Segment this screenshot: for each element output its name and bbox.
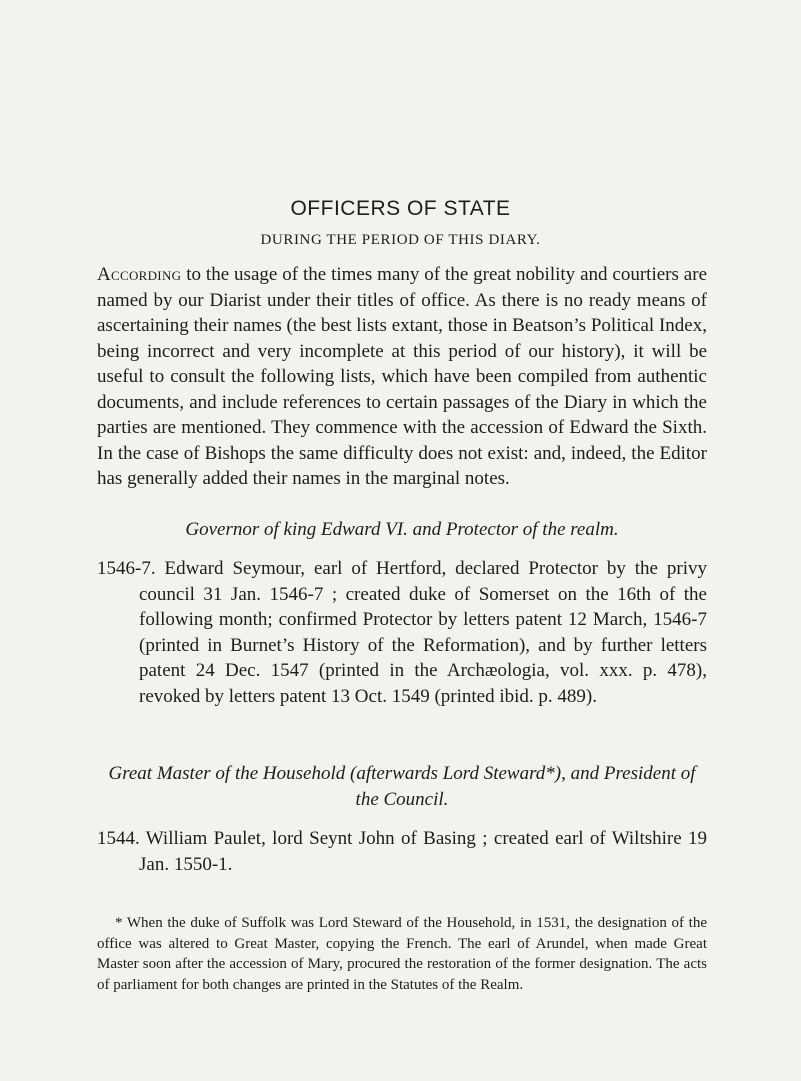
- intro-paragraph: [97, 262, 707, 492]
- entry-protector: 1546-7. Edward Seymour, earl of Hertford, declared Protector by the privy council 31 Jan. 1546-7 ; created duke of Somerset on the 16th of the following month; confirmed Protector by letters patent 12 March, 1546-7 (printed in Burnet’s History of the Reformation), and by further letters patent 24 Dec. 1547 (printed in the Archæologia, vol. xxx. p. 478), revoked by letters patent 13 Oct. 1549 (printed ibid. p. 489).: [97, 558, 707, 707]
- section-heading-great-master: Great Master of the Household (afterwards Lord Steward*), and President of the Council.: [108, 763, 696, 810]
- section-heading-protector: Governor of king Edward VI. and Protector of the realm.: [185, 519, 619, 540]
- footnote: * When the duke of Suffolk was Lord Steward of the Household, in 1531, the designation of the office was altered to Great Master, copying the French. The earl of Arundel, when made Great Master soon after the accession of Mary, procured the restoration of the former designation. The acts of parliament for both changes are printed in the Statutes of the Realm.: [97, 915, 707, 993]
- page-subtitle: DURING THE PERIOD OF THIS DIARY.: [260, 232, 541, 248]
- page-title: OFFICERS OF STATE: [290, 197, 511, 220]
- entry-great-master: 1544. William Paulet, lord Seynt John of Basing ; created earl of Wiltshire 19 Jan. 1550-1.: [97, 828, 707, 875]
- intro-lead-word: According: [97, 264, 182, 285]
- intro-text: to the usage of the times many of the great nobility and courtiers are named by our Diarist under their titles of office. As there is no ready means of ascertaining their names (the best lists extant, those in Beatson’s Political Index, being incorrect and very incomplete at this period of our history), it will be useful to consult the following lists, which have been compiled from authentic documents, and include references to certain passages of the Diary in which the parties are mentioned. They commence with the accession of Edward the Sixth. In the case of Bishops the same difficulty does not exist: and, indeed, the Editor has generally added their names in the marginal notes.: [97, 264, 707, 489]
